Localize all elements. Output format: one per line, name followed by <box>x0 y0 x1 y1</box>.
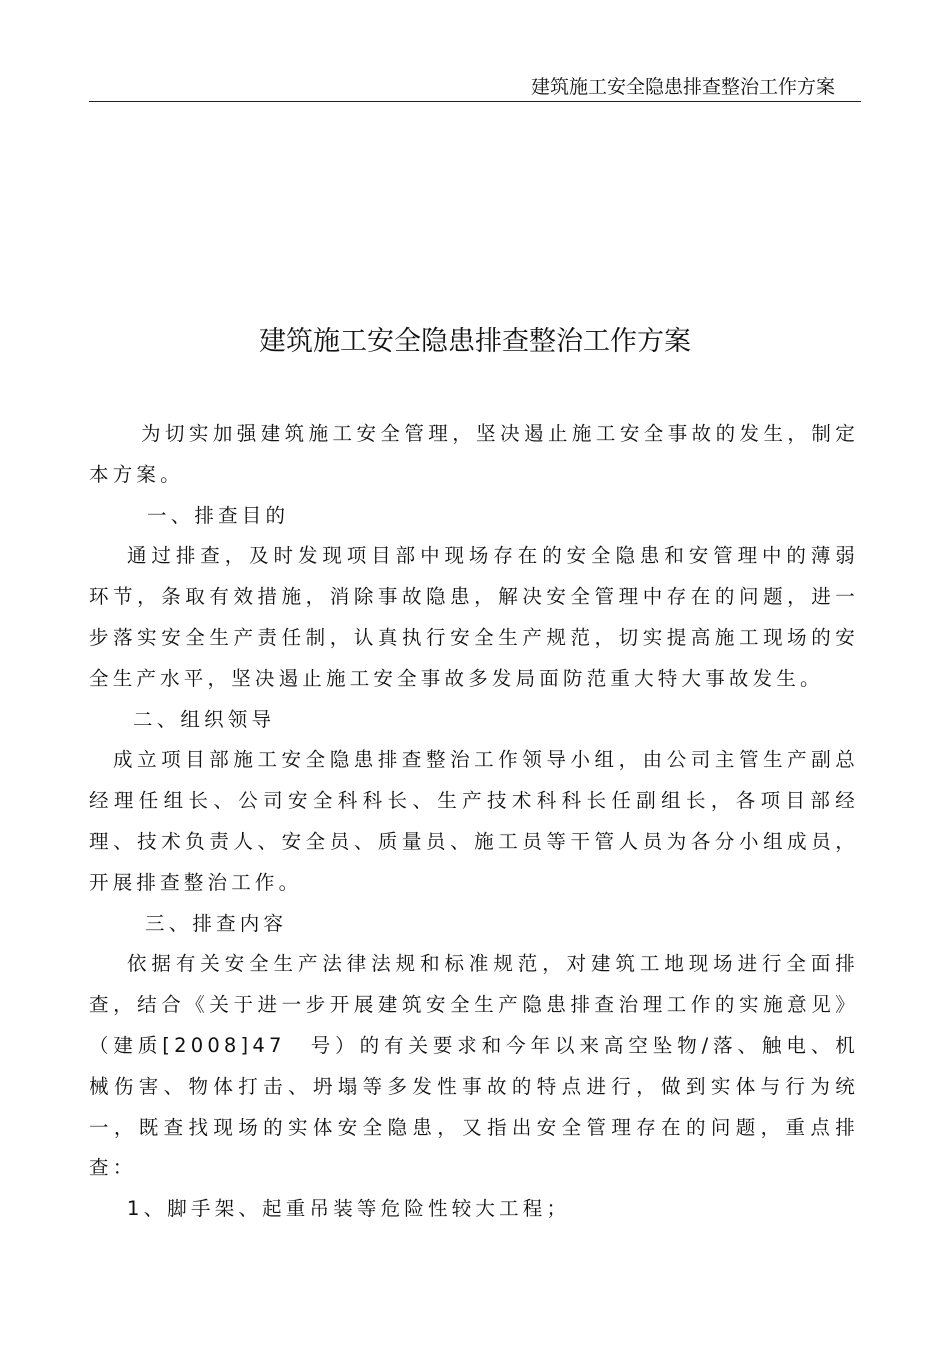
document-body <box>89 414 859 1230</box>
section-paragraph: 成立项目部施工安全隐患排查整治工作领导小组，由公司主管生产副总经理任组长、公司安全科科长、生产技术科科长任副组长，各项目部经理、技术负责人、安全员、质量员、施工员等干管人员为各分小组成员，开展排查整治工作。 <box>89 748 859 894</box>
section-heading: 三、排查内容 <box>145 911 288 935</box>
document-title: 建筑施工安全隐患排查整治工作方案 <box>259 326 691 357</box>
running-header-title: 建筑施工安全隐患排查整治工作方案 <box>530 76 835 98</box>
list-item: 1、脚手架、起重吊装等危险性较大工程； <box>127 1197 571 1221</box>
section-heading: 二、组织领导 <box>133 707 276 731</box>
intro-paragraph: 为切实加强建筑施工安全管理，坚决遏止施工安全事故的发生，制定本方案。 <box>89 422 859 486</box>
header-divider <box>89 101 861 102</box>
section-heading: 一、排查目的 <box>147 503 290 527</box>
section-paragraph: 通过排查，及时发现项目部中现场存在的安全隐患和安管理中的薄弱环节，条取有效措施，消除事故隐患，解决安全管理中存在的问题，进一步落实安全生产责任制，认真执行安全生产规范，切实提高施工现场的安全生产水平，坚决遏止施工安全事故多发局面防范重大特大事故发生。 <box>89 544 859 690</box>
section-paragraph: 依据有关安全生产法律法规和标准规范，对建筑工地现场进行全面排查，结合《关于进一步开展建筑安全生产隐患排查治理工作的实施意见》（建质[2008]47 号）的有关要求和今年以来高空坠物/落、触电、机械伤害、物体打击、坍塌等多发性事故的特点进行，做到实体与行为统一，既查找现场的实体安全隐患，又指出安全管理存在的问题，重点排查： <box>89 952 859 1180</box>
